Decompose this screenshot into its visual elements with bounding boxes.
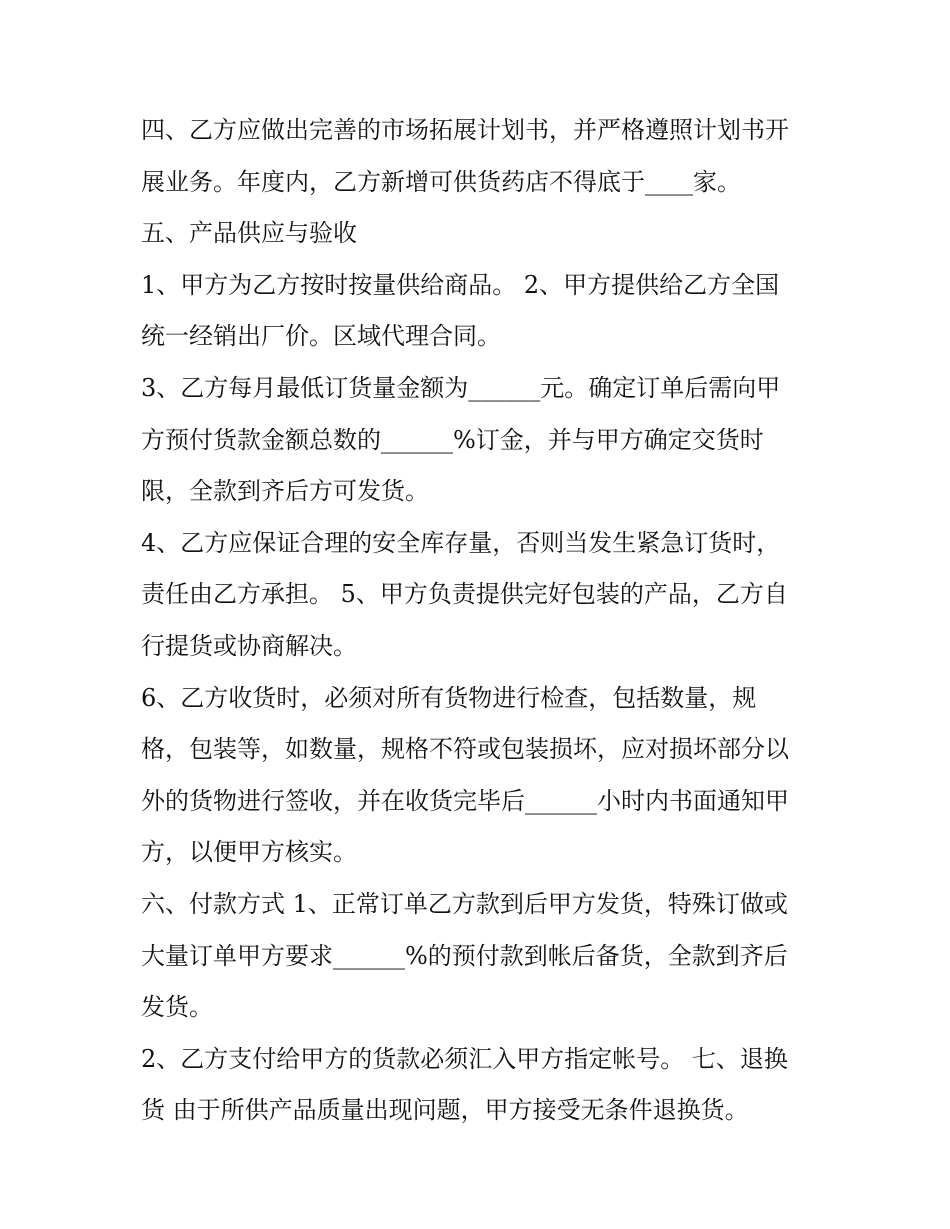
- text-line: 3、乙方每月最低订货量金额为______元。确定订单后需向甲: [141, 373, 781, 402]
- text-line: 2、乙方支付给甲方的货款必须汇入甲方指定帐号。 七、退换: [141, 1044, 788, 1073]
- text-line: 6、乙方收货时，必须对所有货物进行检查，包括数量，规: [141, 683, 757, 712]
- text-line: 行提货或协商解决。: [141, 631, 357, 660]
- text-line: 外的货物进行签收，并在收货完毕后______小时内书面通知甲: [141, 786, 789, 815]
- text-line: 六、付款方式 1、正常订单乙方款到后甲方发货，特殊订做或: [141, 889, 788, 918]
- text-line: 发货。: [141, 993, 213, 1022]
- text-line: 四、乙方应做出完善的市场拓展计划书，并严格遵照计划书开: [141, 116, 789, 144]
- text-line: 大量订单甲方要求______%的预付款到帐后备货，全款到齐后: [141, 941, 788, 970]
- text-line: 4、乙方应保证合理的安全库存量，否则当发生紧急订货时，: [141, 528, 781, 557]
- text-line: 责任由乙方承担。 5、甲方负责提供完好包装的产品，乙方自: [141, 580, 788, 609]
- text-line: 货 由于所供产品质量出现问题，甲方接受无条件退换货。: [141, 1096, 749, 1125]
- text-line: 方预付货款金额总数的______%订金，并与甲方确定交货时: [141, 425, 764, 454]
- section-heading: 五、产品供应与验收: [141, 219, 357, 248]
- text-line: 方，以便甲方核实。: [141, 838, 357, 867]
- document-body: [141, 105, 821, 1137]
- text-line: 格，包装等，如数量，规格不符或包装损坏，应对损坏部分以: [141, 735, 789, 764]
- text-line: 展业务。年度内，乙方新增可供货药店不得底于____家。: [141, 167, 741, 196]
- text-line: 统一经销出厂价。区域代理合同。: [141, 322, 501, 351]
- text-line: 1、甲方为乙方按时按量供给商品。 2、甲方提供给乙方全国: [141, 270, 780, 299]
- text-line: 限，全款到齐后方可发货。: [141, 477, 429, 506]
